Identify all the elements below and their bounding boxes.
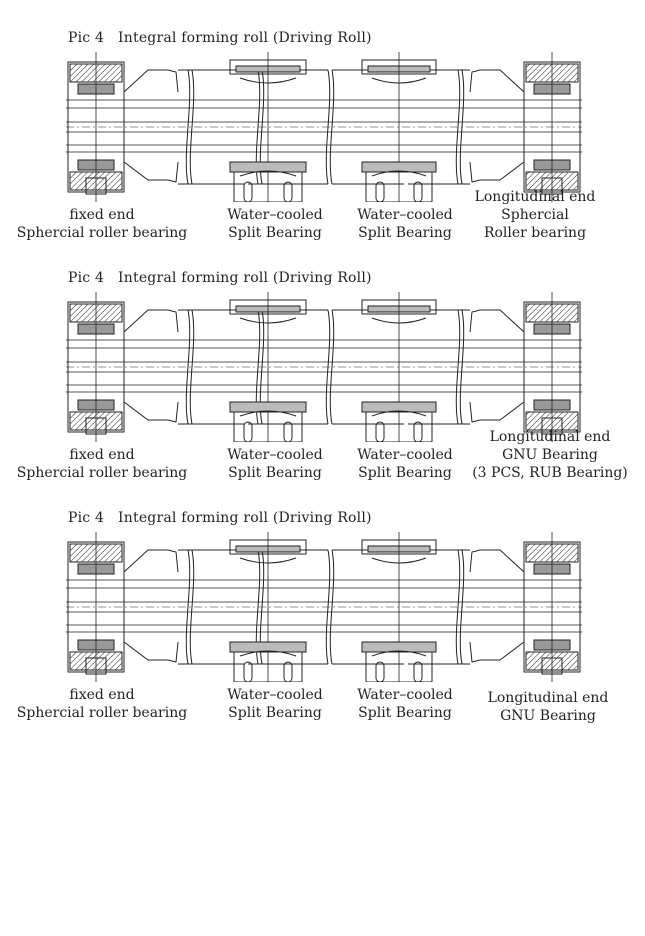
caption-split-bearing-2: Water–cooled Split Bearing (357, 447, 453, 481)
figure-title: Pic 4 Integral forming roll (Driving Roll) (68, 270, 372, 286)
figure-title: Pic 4 Integral forming roll (Driving Roll) (68, 30, 372, 46)
caption-fixed-end: fixed end Sphercial roller bearing (16, 447, 188, 481)
caption-split-bearing-2: Water–cooled Split Bearing (357, 207, 453, 241)
caption-fixed-end: fixed end Sphercial roller bearing (16, 687, 188, 721)
roll-drawing (66, 532, 582, 682)
caption-longitudinal-end: Longitudinal end GNU Bearing (3 PCS, RUB Bearing) (472, 429, 628, 481)
caption-split-bearing-1: Water–cooled Split Bearing (227, 687, 323, 721)
panel-2 (0, 270, 645, 510)
caption-split-bearing-2: Water–cooled Split Bearing (357, 687, 453, 721)
panel-1 (0, 30, 645, 270)
figure-title: Pic 4 Integral forming roll (Driving Roll) (68, 510, 372, 526)
caption-split-bearing-1: Water–cooled Split Bearing (227, 207, 323, 241)
caption-fixed-end: fixed end Sphercial roller bearing (16, 207, 188, 241)
roll-drawing (66, 52, 582, 202)
panel-3 (0, 510, 645, 750)
roll-drawing (66, 292, 582, 442)
caption-longitudinal-end: Longitudinal end GNU Bearing (487, 690, 609, 724)
caption-longitudinal-end: Longitudinal end Sphercial Roller bearing (474, 189, 596, 241)
caption-split-bearing-1: Water–cooled Split Bearing (227, 447, 323, 481)
